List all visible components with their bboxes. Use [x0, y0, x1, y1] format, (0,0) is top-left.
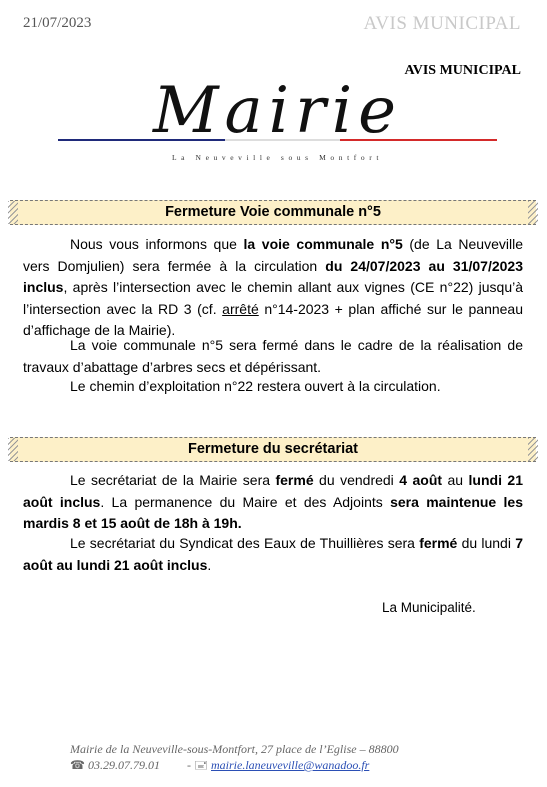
arrete-link[interactable]: arrêté	[222, 300, 259, 317]
footer-separator: -	[186, 758, 191, 772]
section-heading-text: Fermeture du secrétariat	[187, 441, 359, 457]
footer-address: Mairie de la Neuveville-sous-Montfort, 27 place de l’Eglise – 88800	[70, 742, 399, 756]
farm-road-notice: Le chemin d’exploitation n°22 restera ouvert à la circulation.	[70, 378, 441, 394]
document-date: 21/07/2023	[23, 15, 92, 31]
section-heading-road-closure	[10, 200, 536, 225]
phone-icon: ☎	[70, 758, 85, 772]
section-heading-office-closure	[10, 437, 536, 462]
water-syndicate-paragraph: Le secrétariat du Syndicat des Eaux de Thuillières sera fermé du lundi 7 août au lundi 21 août inclus.	[23, 535, 523, 573]
footer-contact	[70, 757, 399, 773]
mail-icon: 🖃	[193, 758, 208, 772]
header-watermark: AVIS MUNICIPAL	[363, 13, 521, 34]
footer-phone: 03.29.07.79.01	[87, 758, 160, 772]
logo-wordmark: Mairie	[152, 74, 403, 148]
footer-email-link[interactable]: mairie.laneuveville@wanadoo.fr	[211, 758, 370, 772]
road-closure-reason: La voie communale n°5 sera fermé dans le cadre de la réalisation de travaux d’abattage d’arbres secs et dépérissant.	[23, 337, 523, 375]
footer	[70, 741, 399, 773]
document-title: AVIS MUNICIPAL	[404, 63, 521, 78]
logo-subtitle: La Neuveville sous Montfort	[171, 153, 384, 162]
road-closure-paragraph: Nous vous informons que la voie communale n°5 (de La Neuveville vers Domjulien) sera fermée à la circulation du 24/07/2023 au 31/07/2023 inclus, après l’intersection avec le chemin allant aux vignes (CE n°22) jusqu’à l’intersection avec la RD 3 (cf. arrêté n°14-2023 + plan affiché sur le panneau d’affichage de la Mairie).	[23, 236, 524, 338]
mairie-logo	[55, 74, 500, 165]
section-heading-text: Fermeture Voie communale n°5	[165, 204, 381, 220]
office-closure-paragraph: Le secrétariat de la Mairie sera fermé du vendredi 4 août au lundi 21 août inclus. La permanence du Maire et des Adjoints sera maintenue les mardis 8 et 15 août de 18h à 19h.	[23, 472, 524, 531]
signature: La Municipalité.	[382, 600, 476, 615]
